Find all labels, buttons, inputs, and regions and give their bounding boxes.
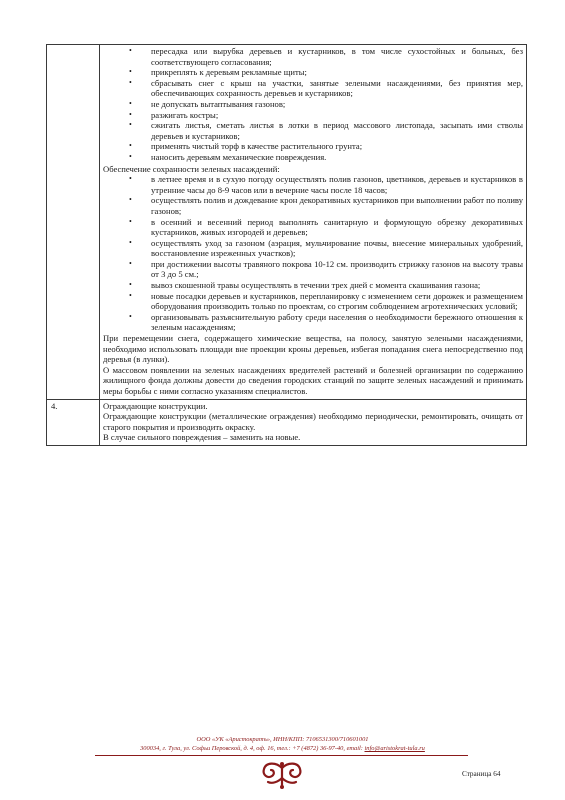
list-item: • разжигать костры;: [129, 109, 219, 120]
preservation-heading: Обеспечение сохранности зеленых насаждений:: [103, 163, 280, 174]
bullet-icon: •: [129, 141, 132, 151]
list-item: • сбрасывать снег с крыш на участки, занятые зелеными насаждениями, без принятия мер, обеспечивающих сохранность деревьев и кустарников;: [129, 77, 523, 99]
list-item: • в летнее время и в сухую погоду осуществлять полив газонов, цветников, деревьев и кустарников в утренние часы до 8-9 часов или в вечерние часы после 18 часов;: [129, 174, 523, 195]
list-item: • организовывать разъяснительную работу среди населения о необходимости бережного отношения к зеленым насаждениям;: [129, 311, 523, 333]
footer-address-line: [0, 744, 565, 753]
list-item: • пересадка или вырубка деревьев и кустарников, в том числе сухостойных и больных, без соответствующего согласования;: [129, 46, 523, 67]
list-item: • применять чистый торф в качестве растительного грунта;: [129, 141, 363, 152]
maintenance-table: [46, 44, 527, 446]
list-item: • при достижении высоты травяного покрова 10-12 см. производить стрижку газонов на высоту травы от 3 до 5 см.;: [129, 258, 523, 280]
footer-divider: [95, 755, 468, 756]
bullet-icon: •: [129, 195, 132, 205]
page-number: Страница 64: [462, 770, 501, 778]
section-title: Ограждающие конструкции.: [103, 400, 208, 411]
bullet-icon: •: [129, 290, 132, 300]
bullet-icon: •: [129, 280, 132, 290]
bullet-icon: •: [129, 174, 132, 184]
content-table-wrapper: [46, 44, 527, 446]
bullet-icon: •: [129, 109, 132, 119]
list-item: • наносить деревьям механические повреждения.: [129, 151, 327, 162]
list-item: • осуществлять уход за газоном (аэрация, мульчирование почвы, внесение минеральных удобрений, восстановление изреженных участков);: [129, 237, 523, 259]
pests-paragraph: О массовом появлении на зеленых насаждениях вредителей растений и болезней организации по содержанию жилищного фонда должны довести до сведения городских станций по защите зеленых насаждений и принимать меры борьбы с ними согласно указаниям специалистов.: [103, 364, 523, 396]
bullet-icon: •: [129, 258, 132, 268]
row-number-cell: 4.: [47, 399, 100, 445]
footer-company: ООО «УК «Аристократъ», ИНН/КПП: 7106531300/710601001: [196, 736, 369, 743]
bullet-icon: •: [129, 77, 132, 87]
bullet-icon: •: [129, 151, 132, 161]
table-row-green-spaces: [47, 45, 527, 400]
bullet-icon: •: [129, 216, 132, 226]
list-item: • новые посадки деревьев и кустарников, перепланировку с изменением сети дорожек и размещением оборудования производить только по проектам, со строгим соблюдением агротехнических условий;: [129, 290, 523, 312]
prohibitions-list: [103, 46, 523, 163]
list-item: • в осенний и весенний период выполнять санитарную и формующую обрезку декоративных кустарников, живых изгородей и деревьев;: [129, 216, 523, 238]
snow-paragraph: При перемещении снега, содержащего химические вещества, на полосу, занятую зелеными насаждениями, необходимо использовать площади вне проекции кроны деревьев, избегая попадания снега непосредственно под деревья (в лунки).: [103, 333, 523, 365]
bullet-icon: •: [129, 67, 132, 77]
list-item: • сжигать листья, сметать листья в лотки в период массового листопада, засыпать ими стволы деревьев и кустарников;: [129, 120, 523, 141]
preservation-list: [103, 174, 523, 333]
baroque-ornament-icon: [252, 760, 312, 790]
row-content-cell: [100, 399, 527, 445]
footer-email-link[interactable]: info@aristokrat-tula.ru: [364, 745, 425, 752]
row-content-cell: [100, 45, 527, 400]
footer-address: 300034, г. Тула, ул. Софьи Перовской, д. 4, оф. 16, тел.: +7 (4872) 36-97-40, email:: [140, 745, 365, 752]
bullet-icon: •: [129, 311, 132, 321]
bullet-icon: •: [129, 46, 132, 55]
bullet-icon: •: [129, 98, 132, 108]
list-item: • не допускать вытаптывания газонов;: [129, 98, 286, 109]
row-number-cell: [47, 45, 100, 400]
list-item: • прикреплять к деревьям рекламные щиты;: [129, 67, 307, 78]
fences-paragraph: Ограждающие конструкции (металлические ограждения) необходимо периодически, ремонтировать, очищать от старого покрытия и производить окраску.: [103, 411, 523, 432]
list-item: • вывоз скошенной травы осуществлять в течении трех дней с момента скашивания газона;: [129, 280, 481, 291]
table-row-fences: [47, 399, 527, 445]
bullet-icon: •: [129, 237, 132, 247]
damage-note: В случае сильного повреждения – заменить на новые.: [103, 432, 301, 443]
bullet-icon: •: [129, 120, 132, 130]
list-item: • осуществлять полив и дождевание крон декоративных кустарников при выполнении работ по поливу газонов;: [129, 195, 523, 216]
page-footer: [0, 736, 565, 753]
